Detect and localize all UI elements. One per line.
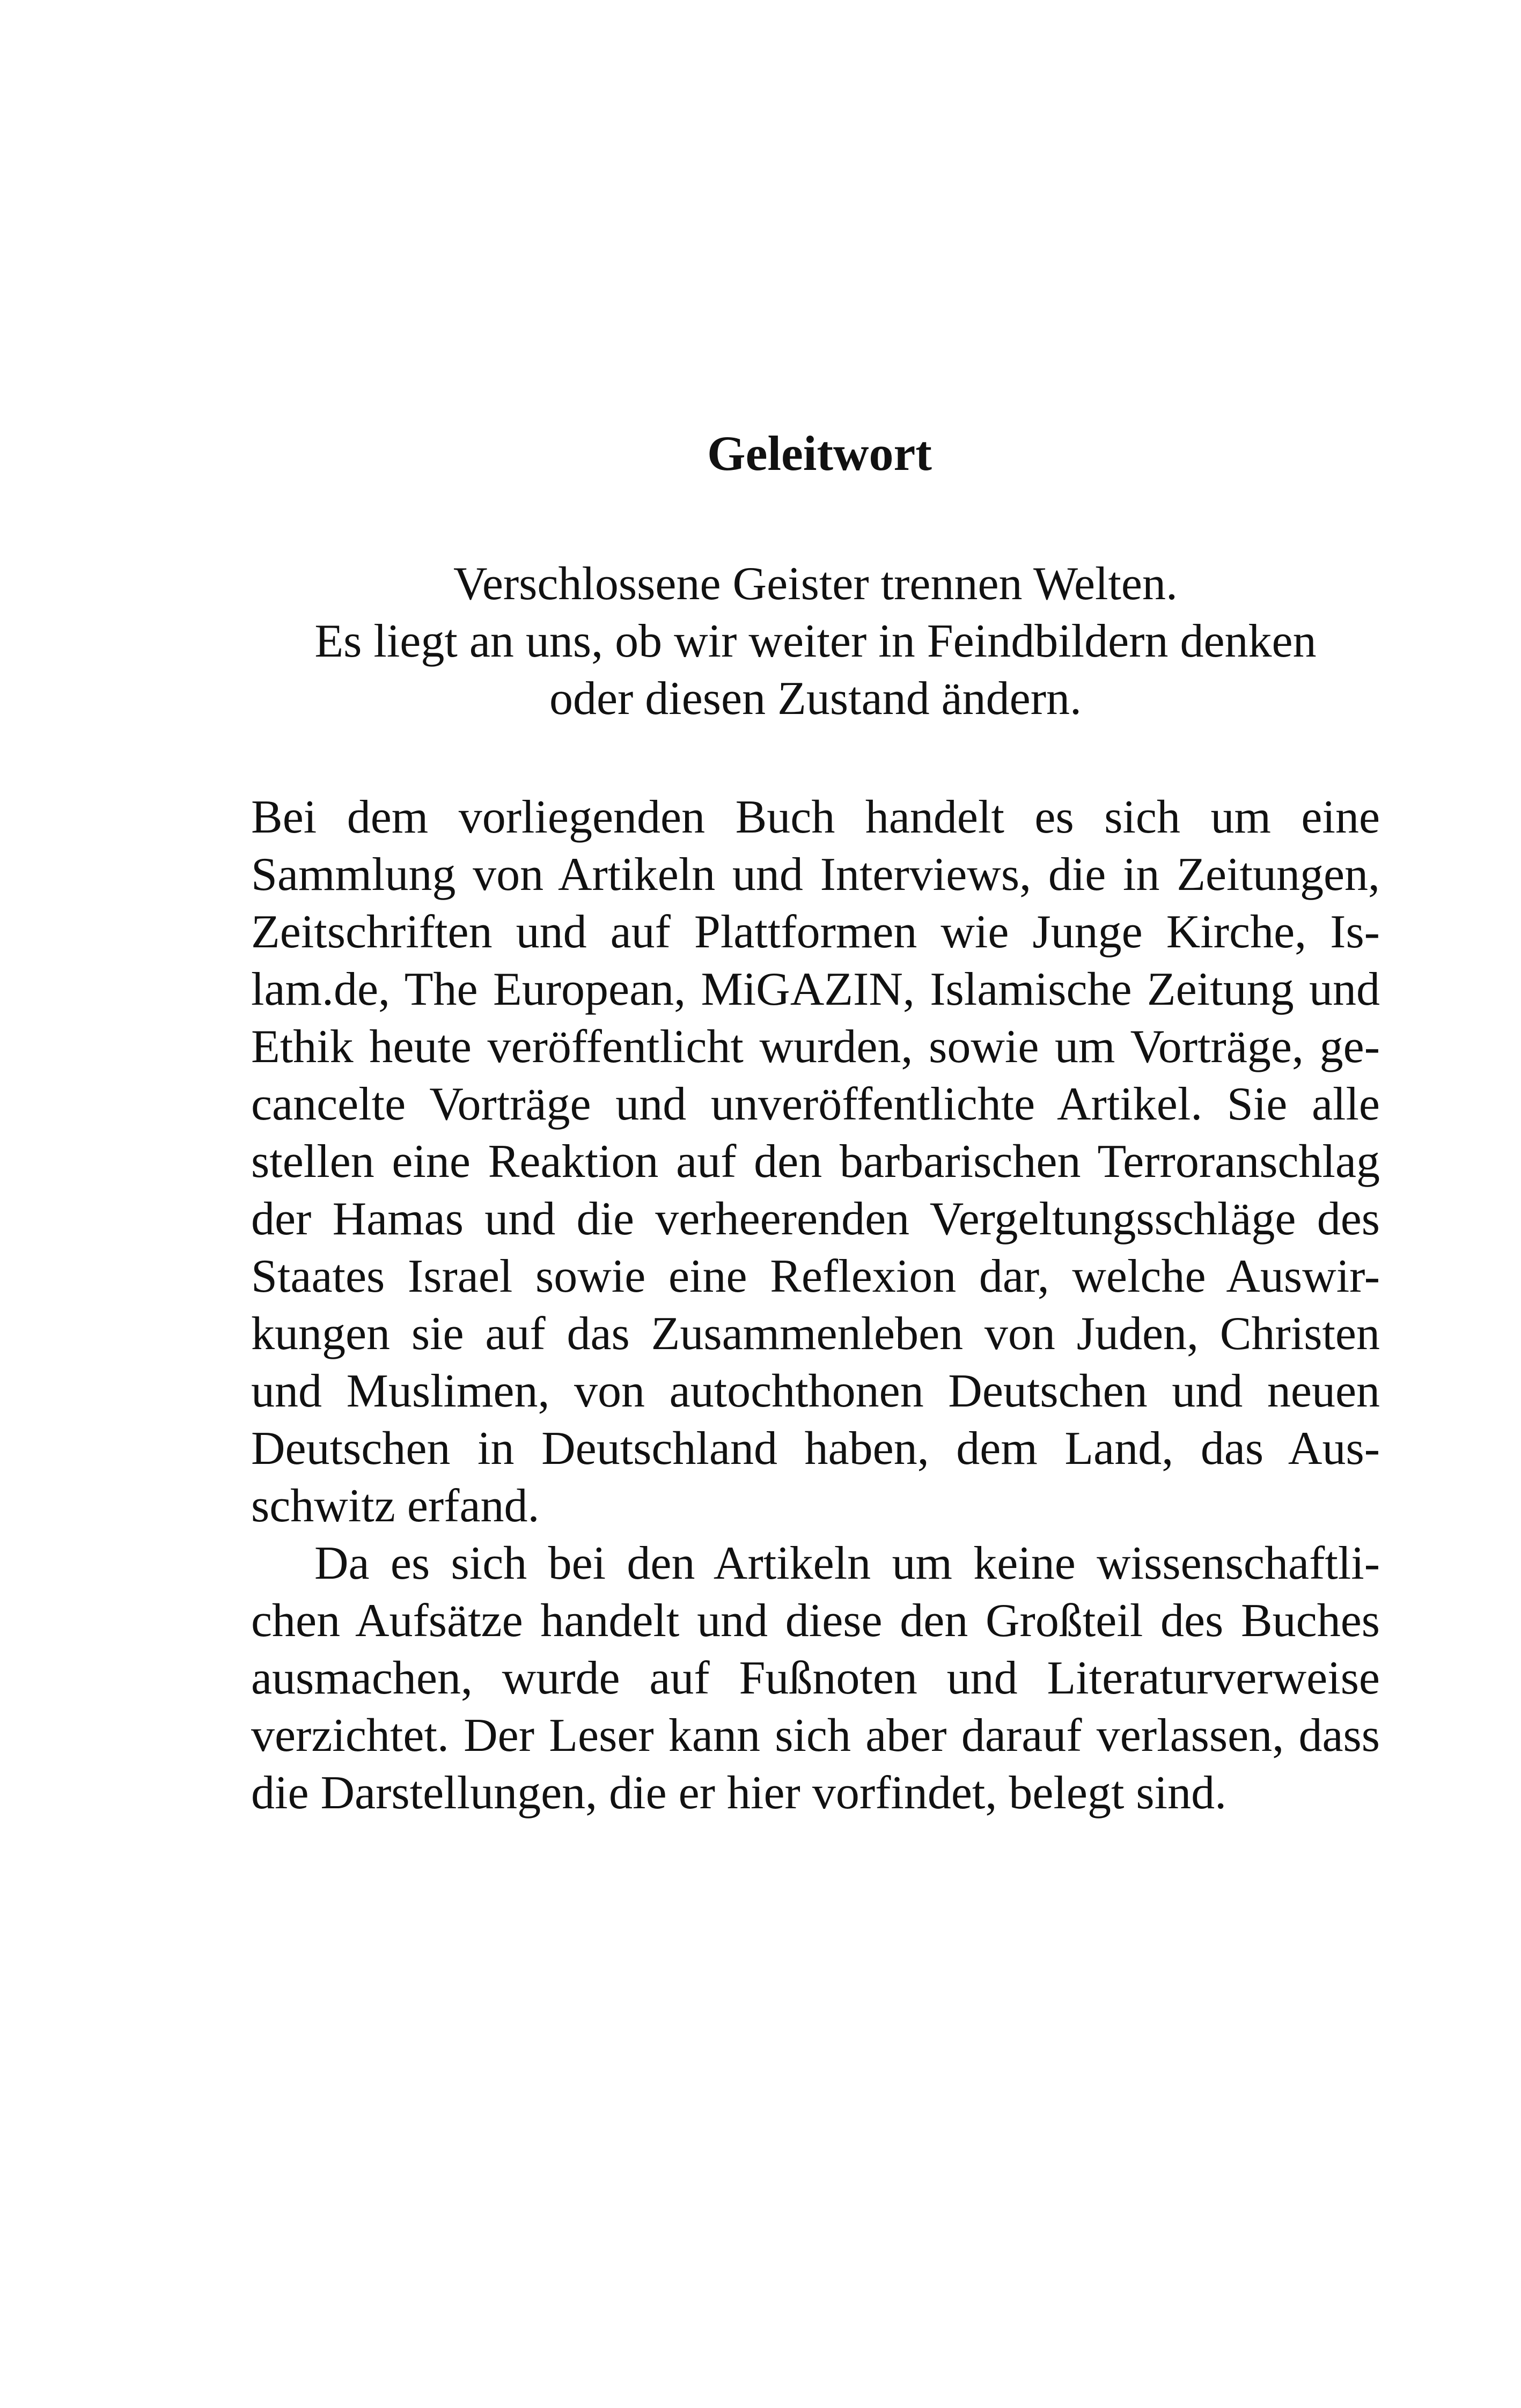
text-line: Da es sich bei den Artikeln um keine wissenschaftli- <box>314 1537 1380 1589</box>
text-line: stellen eine Reaktion auf den barbarischen Terroranschlag <box>251 1136 1380 1188</box>
text-line: lam.de, The European, MiGAZIN, Islamische Zeitung und <box>251 963 1380 1015</box>
text-line: Bei dem vorliegenden Buch handelt es sich um eine <box>251 791 1380 843</box>
text-line: Staates Israel sowie eine Reflexion dar, welche Auswir- <box>251 1250 1380 1302</box>
paragraph-2 <box>251 1535 1380 1822</box>
text-line: chen Aufsätze handelt und diese den Großteil des Buches <box>251 1595 1380 1647</box>
text-line: schwitz erfand. <box>251 1480 540 1532</box>
text-line: und Muslimen, von autochthonen Deutschen und neuen <box>251 1365 1380 1417</box>
text-line: cancelte Vorträge und unveröffentlichte Artikel. Sie alle <box>251 1078 1380 1130</box>
epigraph <box>252 555 1379 727</box>
text-line: Ethik heute veröffentlicht wurden, sowie um Vorträge, ge- <box>251 1021 1380 1073</box>
epigraph-line: Verschlossene Geister trennen Welten. <box>453 558 1178 610</box>
body-text <box>251 789 1380 1822</box>
epigraph-line: Es liegt an uns, ob wir weiter in Feindbildern denken <box>314 615 1317 667</box>
text-line: Deutschen in Deutschland haben, dem Land, das Aus- <box>251 1423 1380 1475</box>
paragraph-1 <box>251 789 1380 1535</box>
page-title: Geleitwort <box>707 426 932 481</box>
text-line: kungen sie auf das Zusammenleben von Juden, Christen <box>251 1308 1380 1360</box>
text-line: Sammlung von Artikeln und Interviews, die in Zeitungen, <box>251 849 1380 901</box>
text-line: ausmachen, wurde auf Fußnoten und Literaturverweise <box>251 1652 1380 1704</box>
text-line: die Darstellungen, die er hier vorfindet, belegt sind. <box>251 1767 1227 1819</box>
epigraph-line: oder diesen Zustand ändern. <box>549 673 1082 725</box>
text-line: der Hamas und die verheerenden Vergeltungsschläge des <box>251 1193 1380 1245</box>
text-line: Zeitschriften und auf Plattformen wie Junge Kirche, Is- <box>251 906 1380 958</box>
text-line: verzichtet. Der Leser kann sich aber darauf verlassen, dass <box>251 1710 1380 1762</box>
